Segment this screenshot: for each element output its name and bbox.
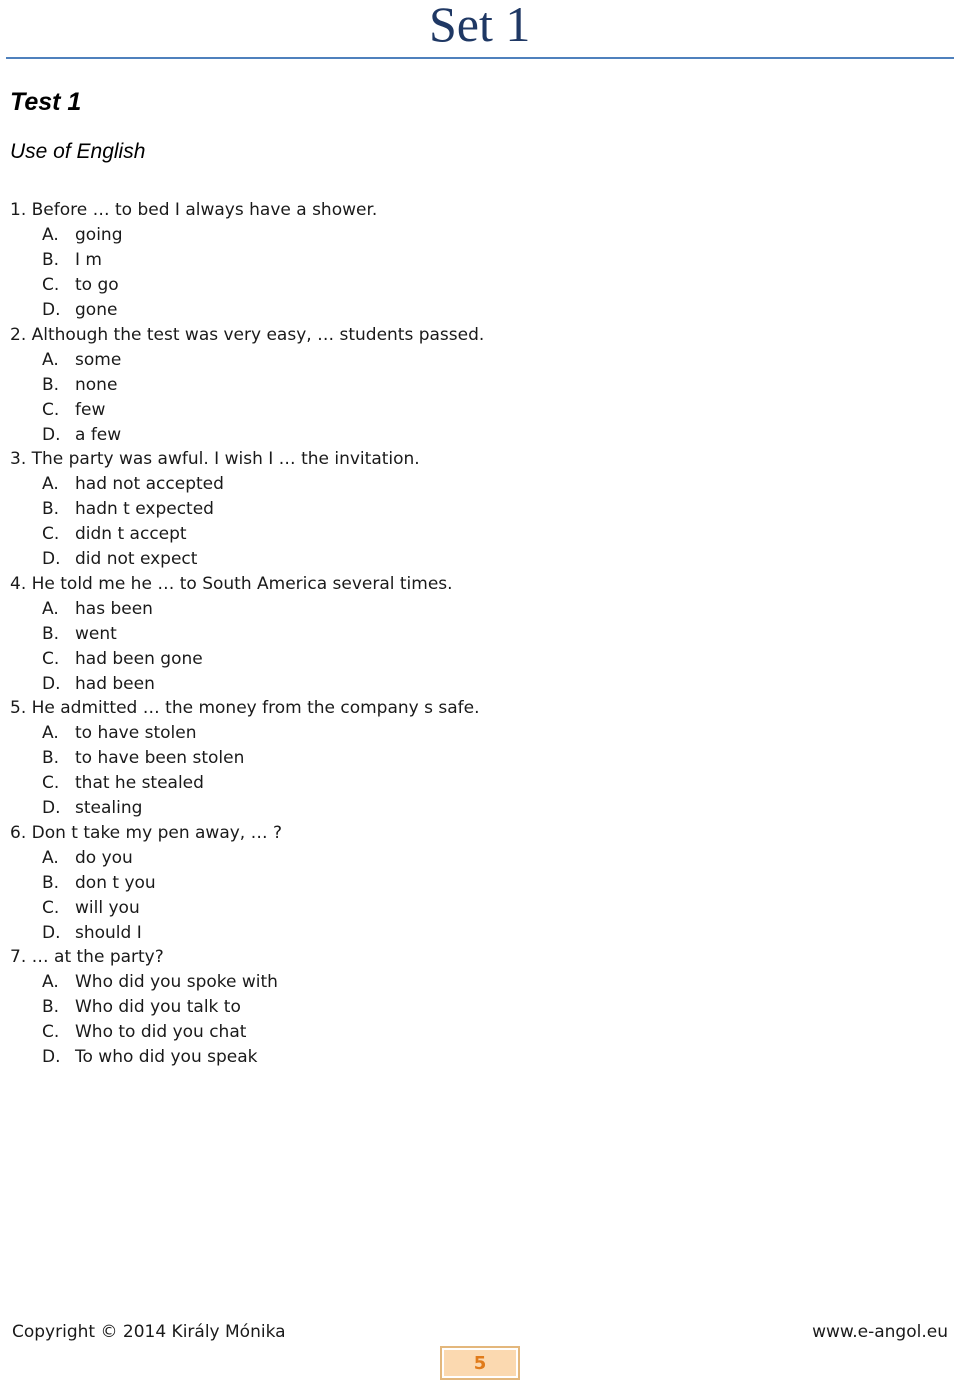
test-title: Test 1 [10, 88, 82, 116]
option-letter: D. [42, 798, 61, 818]
option-text: don t you [75, 872, 156, 893]
option-d [10, 547, 910, 572]
question-7 [10, 945, 910, 1070]
option-text: a few [75, 424, 122, 445]
question-4 [10, 572, 910, 697]
option-letter: D. [42, 673, 61, 694]
option-c [10, 522, 910, 547]
question-5 [10, 696, 910, 821]
page-number: 5 [473, 1352, 487, 1374]
option-b [10, 497, 910, 522]
question-6 [10, 821, 910, 946]
question-stem: 5. He admitted … the money from the company s safe. [10, 698, 480, 718]
option-letter: D. [42, 1047, 61, 1067]
option-letter: B. [42, 872, 60, 893]
option-b [10, 248, 910, 273]
option-text: didn t accept [75, 524, 187, 544]
option-text: did not expect [75, 549, 198, 569]
option-letter: A. [42, 598, 59, 619]
option-text: some [75, 349, 122, 370]
option-letter: A. [42, 972, 59, 992]
option-text: do you [75, 847, 133, 868]
option-text: had been gone [75, 648, 203, 669]
question-3 [10, 447, 910, 572]
option-b [10, 995, 910, 1020]
question-stem: 4. He told me he … to South America several times. [10, 573, 453, 594]
option-text: will you [75, 897, 140, 918]
option-text: had not accepted [75, 474, 224, 494]
option-letter: C. [42, 773, 60, 793]
option-letter: A. [42, 723, 59, 743]
option-letter: C. [42, 399, 60, 420]
option-letter: C. [42, 275, 60, 295]
option-text: to have been stolen [75, 748, 245, 768]
option-letter: B. [42, 250, 60, 270]
option-text: should I [75, 922, 142, 943]
option-letter: C. [42, 897, 60, 918]
option-c [10, 771, 910, 796]
option-d [10, 672, 910, 697]
question-2 [10, 323, 910, 448]
option-d [10, 921, 910, 946]
option-c [10, 896, 910, 921]
option-letter: D. [42, 300, 61, 320]
option-text: Who to did you chat [75, 1022, 247, 1042]
option-text: has been [75, 598, 153, 619]
option-a [10, 721, 910, 746]
option-a [10, 597, 910, 622]
option-c [10, 273, 910, 298]
option-letter: B. [42, 374, 60, 395]
option-text: went [75, 623, 117, 644]
option-a [10, 348, 910, 373]
option-text: to go [75, 275, 119, 295]
option-b [10, 373, 910, 398]
option-text: none [75, 374, 118, 395]
option-d [10, 423, 910, 448]
question-list [10, 198, 910, 1070]
option-text: had been [75, 673, 155, 694]
option-d [10, 1045, 910, 1070]
option-text: Who did you spoke with [75, 972, 278, 992]
option-text: few [75, 399, 106, 420]
option-letter: A. [42, 349, 59, 370]
option-letter: C. [42, 648, 60, 669]
set-title: Set 1 [429, 0, 531, 52]
option-text: I m [75, 250, 102, 270]
option-letter: B. [42, 748, 60, 768]
question-stem: 3. The party was awful. I wish I … the invitation. [10, 449, 420, 469]
option-b [10, 746, 910, 771]
option-text: going [75, 225, 123, 245]
option-text: to have stolen [75, 723, 197, 743]
footer-copyright: Copyright © 2014 Király Mónika [12, 1322, 286, 1342]
option-letter: A. [42, 474, 59, 494]
question-stem: 1. Before … to bed I always have a shower. [10, 200, 378, 220]
option-a [10, 970, 910, 995]
option-letter: B. [42, 623, 60, 644]
option-text: Who did you talk to [75, 997, 241, 1017]
question-stem: 7. … at the party? [10, 947, 164, 967]
option-letter: B. [42, 499, 60, 519]
section-title: Use of English [10, 140, 146, 163]
question-1 [10, 198, 910, 323]
option-text: gone [75, 300, 118, 320]
page-number-badge [440, 1346, 520, 1380]
option-c [10, 647, 910, 672]
question-stem: 6. Don t take my pen away, … ? [10, 822, 283, 843]
option-d [10, 298, 910, 323]
option-a [10, 472, 910, 497]
option-c [10, 1020, 910, 1045]
option-letter: C. [42, 524, 60, 544]
option-b [10, 871, 910, 896]
header-divider [6, 57, 954, 59]
option-text: that he stealed [75, 773, 204, 793]
option-a [10, 846, 910, 871]
option-b [10, 622, 910, 647]
option-c [10, 398, 910, 423]
option-text: stealing [75, 798, 143, 818]
option-text: To who did you speak [75, 1047, 258, 1067]
option-d [10, 796, 910, 821]
option-letter: D. [42, 424, 61, 445]
option-a [10, 223, 910, 248]
option-letter: D. [42, 549, 61, 569]
footer-website-link[interactable]: www.e-angol.eu [812, 1322, 948, 1342]
option-text: hadn t expected [75, 499, 214, 519]
option-letter: C. [42, 1022, 60, 1042]
option-letter: D. [42, 922, 61, 943]
option-letter: B. [42, 997, 60, 1017]
question-stem: 2. Although the test was very easy, … students passed. [10, 324, 485, 345]
option-letter: A. [42, 847, 59, 868]
option-letter: A. [42, 225, 59, 245]
